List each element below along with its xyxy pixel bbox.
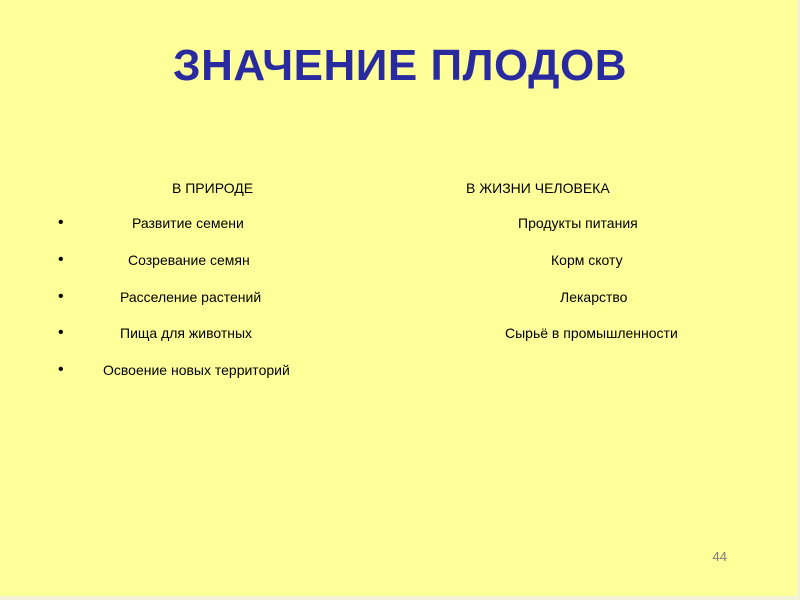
list-item: Продукты питания — [518, 215, 638, 231]
slide-title: ЗНАЧЕНИЕ ПЛОДОВ — [173, 41, 627, 90]
bullet-marker: • — [58, 251, 64, 268]
bullet-marker: • — [58, 214, 64, 231]
list-item: Развитие семени — [132, 215, 244, 231]
bullet-marker: • — [58, 361, 64, 378]
list-item: Лекарство — [560, 289, 628, 305]
list-item: Сырьё в промышленности — [505, 325, 678, 341]
list-item: Пища для животных — [120, 325, 253, 341]
right-column-heading: В ЖИЗНИ ЧЕЛОВЕКА — [466, 180, 610, 196]
list-item: Расселение растений — [120, 289, 262, 305]
list-item: Созревание семян — [128, 252, 250, 268]
bullet-marker: • — [58, 288, 64, 305]
bullet-marker: • — [58, 324, 64, 341]
list-item: Освоение новых территорий — [103, 362, 290, 378]
left-column-heading: В ПРИРОДЕ — [172, 180, 254, 196]
page-number: 44 — [712, 549, 727, 564]
list-item: Корм скоту — [551, 252, 623, 268]
